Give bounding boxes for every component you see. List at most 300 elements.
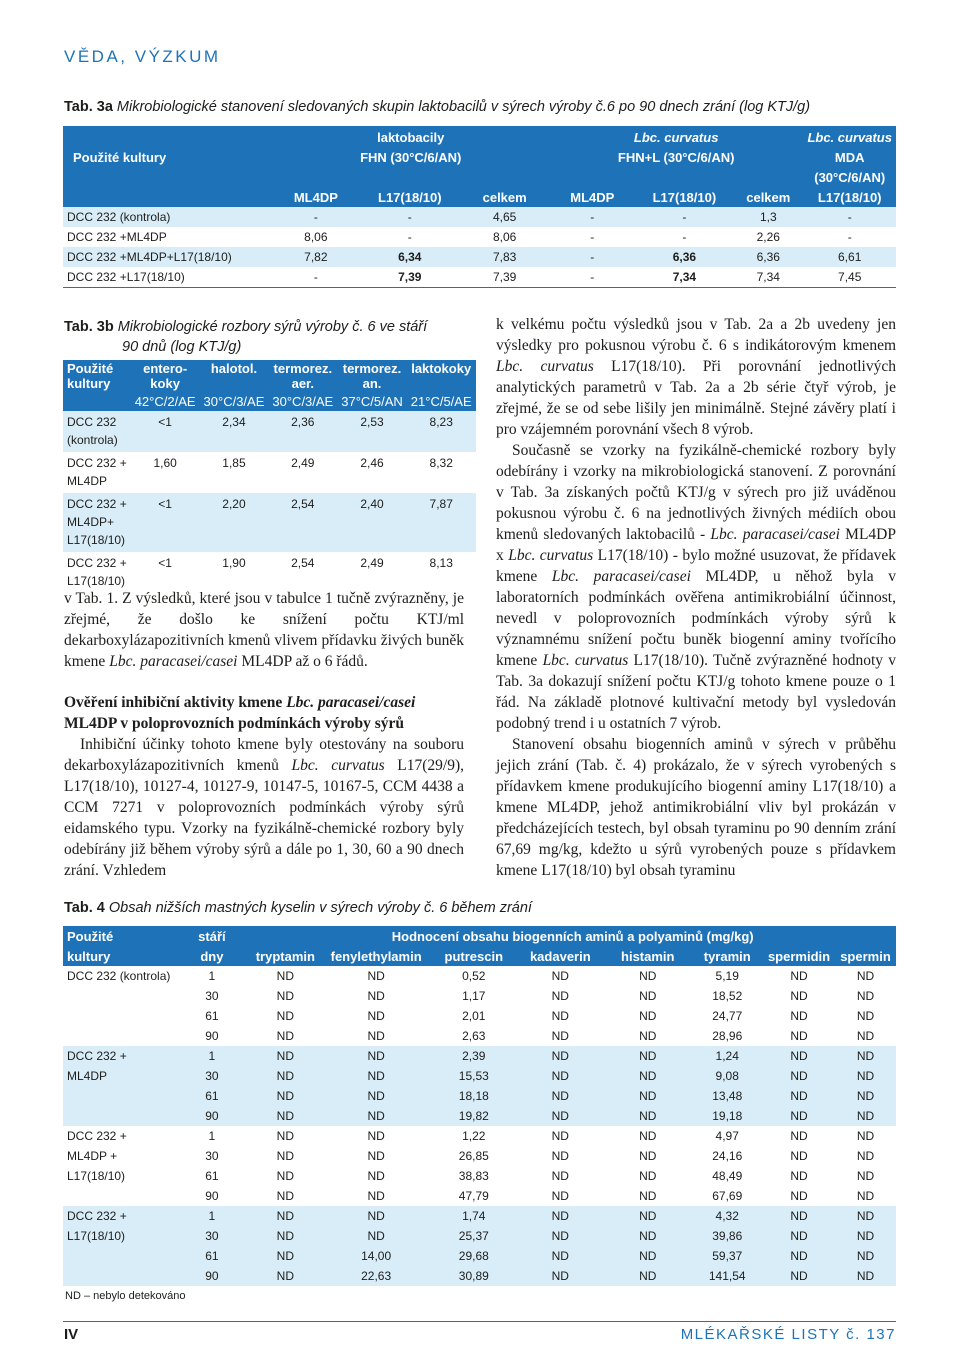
t4-h-group: Hodnocení obsahu biogenních aminů a polyaminů (mg/kg) [391, 928, 754, 944]
table-row [63, 207, 896, 227]
row-label-line: L17(18/10) [67, 533, 126, 547]
row-label: L17(18/10) [67, 1229, 126, 1243]
table-cell: 67,69 [712, 1189, 743, 1203]
row-label-line: ML4DP+ [67, 515, 115, 529]
table-row [63, 1126, 896, 1146]
t4-col: putrescin [444, 948, 504, 964]
table-cell: ND [276, 1249, 295, 1263]
table-cell: ND [639, 1229, 657, 1243]
table-cell: 7,83 [492, 250, 517, 264]
t3a-col: celkem [746, 189, 791, 205]
t3b-h-l3: 30°C/3/AE [272, 393, 334, 409]
t3a-h-group3-sub2: (30°C/6/AN) [814, 169, 886, 185]
table-cell: ND [551, 1029, 569, 1043]
t3a-col: celkem [482, 189, 527, 205]
table-cell: ND [276, 989, 295, 1003]
right-paragraph-1: k velkému počtu výsledků jsou v Tab. 2a a 2b uvedeny jen výsledky pro pokusnou výrobu č. 6 s indikátorovým kmenem Lbc. curvatus L17(18/10). Při porovnání jednotlivých analytických parametrů v Tab. 2a a 2b série čtyř výrob, je zřejmé, že se od sebe lišily jen minimálně. Stejné závěry platí i pro vzájemném porovnání všech 8 výrob. [496, 316, 896, 438]
tab4-caption [64, 900, 532, 916]
row-label [63, 452, 131, 493]
t3b-h-l2: koky [150, 376, 180, 391]
table-row [63, 1246, 896, 1266]
table-cell: ND [367, 1189, 385, 1203]
row-label-line: DCC 232 [67, 415, 117, 429]
table-cell: 1,85 [222, 456, 246, 470]
table-cell: ND [367, 969, 385, 983]
row-label: DCC 232 +ML4DP+L17(18/10) [67, 250, 232, 264]
table-cell: ND [276, 1229, 295, 1243]
table-cell: ND [639, 1189, 657, 1203]
row-label [63, 1086, 174, 1106]
table-cell: <1 [158, 497, 172, 511]
right-paragraph-3: Stanovení obsahu biogenních aminů v sýrech v průběhu jejich zrání (Tab. č. 4) prokázalo, že v sýrech vyrobených s přídavkem kmene produkujícího biogenní aminy L17(18/10) a kmene ML4DP, jehož antimikrobiální vliv byl prokázán v předcházejících testech, byl obsah tyraminu po 90 denním zrání 67,69 mg/kg, kdežto u sýrů vyrobených pouze s přídavkem kmene L17(18/10) byl obsah tyraminu [496, 736, 896, 879]
t3a-h-group2-sub: FHN+L (30°C/6/AN) [617, 149, 735, 165]
table-cell: ND [276, 1069, 295, 1083]
table-cell: ND [276, 1009, 295, 1023]
table-cell: 4,65 [492, 210, 517, 224]
t3b-h-l1: entero- [143, 360, 188, 376]
t4-h-age-2: dny [200, 948, 224, 964]
table-row [63, 1226, 896, 1246]
table-cell: - [847, 210, 852, 224]
table-cell: ND [790, 1029, 808, 1043]
table-cell: ND [639, 1069, 657, 1083]
table-cell: 48,49 [712, 1169, 743, 1183]
t3a-col: L17(18/10) [378, 189, 442, 205]
table-cell: 6,36 [672, 250, 697, 264]
table-cell: ND [790, 1269, 808, 1283]
table-cell: ND [790, 989, 808, 1003]
row-label-line: DCC 232 + [67, 497, 127, 511]
table-cell: ND [856, 1169, 875, 1183]
table-cell: 24,16 [712, 1149, 743, 1163]
table-cell: ND [276, 1049, 295, 1063]
table-cell: ND [367, 1009, 385, 1023]
table-cell: ND [367, 989, 385, 1003]
table-row [63, 493, 476, 552]
table-cell: ND [856, 1069, 875, 1083]
t3a-h-group3-sub: MDA [834, 149, 865, 165]
age-cell: 90 [205, 1269, 219, 1283]
age-cell: 90 [205, 1029, 219, 1043]
table-cell: 39,86 [712, 1229, 743, 1243]
age-cell: 1 [208, 1129, 216, 1143]
journal-title: MLÉKAŘSKÉ LISTY č. 137 [680, 1326, 896, 1343]
table-row [63, 411, 476, 452]
tab4-label: Tab. 4 [64, 900, 105, 916]
t3b-h-l2: an. [362, 376, 382, 391]
t3a-col: ML4DP [293, 189, 338, 205]
table-cell: 7,87 [429, 497, 453, 511]
t3a-h-group2: Lbc. curvatus [633, 129, 719, 145]
table-cell: - [590, 250, 595, 264]
table-cell: ND [551, 1149, 569, 1163]
age-cell: 61 [205, 1009, 219, 1023]
table-cell: ND [367, 1089, 385, 1103]
row-label [63, 1266, 174, 1286]
table-cell: ND [856, 1089, 875, 1103]
table-cell: ND [856, 1009, 875, 1023]
table-cell: 1,60 [153, 456, 177, 470]
table-cell: 0,52 [462, 969, 486, 983]
table-cell: ND [367, 1109, 385, 1123]
t4-h-age-1: stáří [198, 928, 226, 944]
row-label [63, 1246, 174, 1266]
table-cell: ND [639, 969, 657, 983]
table-row [63, 1106, 896, 1126]
table-cell: ND [856, 969, 875, 983]
table-cell: 1,17 [462, 989, 486, 1003]
t3b-h-l1: termorez. [342, 360, 402, 376]
table-cell: 38,83 [458, 1169, 489, 1183]
table-cell: 1,3 [759, 210, 777, 224]
tab3b-caption-line2: 90 dnů (log KTJ/g) [122, 339, 242, 355]
table-cell: ND [367, 1129, 385, 1143]
table-cell: ND [551, 1269, 569, 1283]
table-cell: ND [790, 969, 808, 983]
table-cell: ND [551, 1009, 569, 1023]
table-cell: 19,82 [458, 1109, 489, 1123]
row-label: DCC 232 + [67, 1209, 127, 1223]
section-title: VĚDA, VÝZKUM [64, 47, 221, 66]
table-cell: 18,52 [712, 989, 743, 1003]
table-row [63, 247, 896, 267]
table-cell: ND [367, 1029, 385, 1043]
table-row [63, 552, 476, 593]
table-cell: 2,49 [360, 556, 384, 570]
table-row [63, 1026, 896, 1046]
t3b-h-l3: 42°C/2/AE [134, 393, 196, 409]
table-row [63, 1266, 896, 1286]
t3b-h-l1: halotol. [210, 360, 258, 376]
t3a-h-group1-sub: FHN (30°C/6/AN) [360, 149, 462, 165]
page-number: IV [64, 1326, 79, 1343]
table-cell: ND [551, 1189, 569, 1203]
table-cell: 2,40 [360, 497, 384, 511]
table-row [63, 1066, 896, 1086]
table-cell: 14,00 [361, 1249, 392, 1263]
t3a-h-cultures [63, 127, 273, 148]
row-label: L17(18/10) [67, 1169, 126, 1183]
table-cell: 26,85 [458, 1149, 489, 1163]
table-cell: 1,24 [715, 1049, 739, 1063]
table-cell: ND [367, 1149, 385, 1163]
table-cell: ND [639, 1009, 657, 1023]
table-cell: ND [276, 1269, 295, 1283]
t4-col: spermidin [767, 948, 831, 964]
t3b-h-l3: 30°C/3/AE [203, 393, 265, 409]
age-cell: 61 [205, 1169, 219, 1183]
table-cell: ND [639, 1269, 657, 1283]
table-cell: 1,22 [462, 1129, 486, 1143]
table-cell: 2,53 [360, 415, 384, 429]
table-cell: 8,06 [492, 230, 517, 244]
table-cell: 2,54 [291, 556, 315, 570]
table-cell: 9,08 [715, 1069, 739, 1083]
t4-col: spermin [840, 948, 891, 964]
table-cell: ND [856, 1209, 875, 1223]
table-cell: ND [551, 1229, 569, 1243]
table-cell: ND [276, 1209, 295, 1223]
t3b-h-l1: laktokoky [411, 360, 472, 376]
table-cell: - [313, 210, 318, 224]
table-row [63, 1086, 896, 1106]
table-row [63, 452, 476, 493]
row-label [63, 986, 174, 1006]
table-cell: - [407, 210, 412, 224]
table-cell: ND [790, 1249, 808, 1263]
table-cell: ND [639, 1169, 657, 1183]
table-cell: 2,46 [360, 456, 384, 470]
row-label [63, 1006, 174, 1026]
table-cell: ND [551, 989, 569, 1003]
tab3a-caption [64, 99, 810, 115]
age-cell: 90 [205, 1189, 219, 1203]
table-cell: 2,49 [291, 456, 315, 470]
table-cell: ND [856, 989, 875, 1003]
t4-col: fenylethylamin [330, 948, 422, 964]
table-cell: 8,32 [429, 456, 453, 470]
table-cell: 7,34 [672, 270, 697, 284]
age-cell: 1 [208, 1049, 216, 1063]
table-cell: ND [367, 1229, 385, 1243]
age-cell: 1 [208, 1209, 216, 1223]
t3a-col: L17(18/10) [817, 189, 882, 205]
table-cell: 5,19 [715, 969, 739, 983]
section-heading: Ověření inhibiční aktivity kmene Lbc. paracasei/casei ML4DP v poloprovozních podmínkách výroby sýrů [64, 694, 416, 732]
t3a-col: L17(18/10) [652, 189, 717, 205]
table-cell: ND [276, 1129, 295, 1143]
table-cell: 8,13 [429, 556, 453, 570]
row-label [63, 1106, 174, 1126]
row-label: DCC 232 +ML4DP [67, 230, 167, 244]
table-cell: ND [551, 1249, 569, 1263]
table-cell: - [682, 210, 687, 224]
table-cell: ND [551, 1049, 569, 1063]
t3b-h-l2 [407, 376, 476, 391]
table-cell: ND [639, 1209, 657, 1223]
table-cell: ND [790, 1169, 808, 1183]
table-cell: ND [790, 1189, 808, 1203]
table-row [63, 986, 896, 1006]
table-row [63, 1206, 896, 1226]
t3a-col: ML4DP [570, 189, 615, 205]
table-row [63, 1046, 896, 1066]
table-cell: ND [551, 1109, 569, 1123]
table-cell: ND [551, 1169, 569, 1183]
table-cell: ND [856, 1149, 875, 1163]
row-label [63, 552, 131, 593]
table-cell: ND [551, 1129, 569, 1143]
table-row [63, 1146, 896, 1166]
table-cell: - [847, 230, 852, 244]
table-cell: - [590, 210, 595, 224]
table-cell: ND [639, 1029, 657, 1043]
table-cell: 13,48 [712, 1089, 743, 1103]
table-cell: 25,37 [458, 1229, 489, 1243]
t4-h-cultures-1: Použité [67, 928, 114, 944]
table-cell: ND [276, 1149, 295, 1163]
age-cell: 1 [208, 969, 216, 983]
table-cell: 7,39 [492, 270, 517, 284]
row-label-line: (kontrola) [67, 433, 118, 447]
table-cell: <1 [158, 556, 172, 570]
row-label-line: DCC 232 + [67, 556, 127, 570]
t4-h-cultures-2: kultury [67, 948, 111, 964]
table-cell: ND [276, 1169, 295, 1183]
t3b-h-l2 [200, 376, 269, 391]
table-cell: 6,36 [756, 250, 780, 264]
table-cell: 59,37 [712, 1249, 743, 1263]
table-3b [63, 360, 476, 593]
tab3a-label: Tab. 3a [64, 99, 113, 115]
table-4 [63, 926, 896, 1286]
table-cell: 2,39 [462, 1049, 486, 1063]
tab3a-caption-text: Mikrobiologické stanovení sledovaných skupin laktobacilů v sýrech výroby č.6 po 90 dnech zrání (log KTJ/g) [112, 99, 811, 115]
table-cell: 22,63 [361, 1269, 392, 1283]
row-label: ML4DP [67, 1069, 108, 1083]
table-cell: ND [639, 989, 657, 1003]
table-cell: 2,36 [291, 415, 315, 429]
age-cell: 61 [205, 1089, 219, 1103]
table-cell: ND [551, 1069, 569, 1083]
table-cell: - [313, 270, 318, 284]
table-cell: - [682, 230, 687, 244]
table-cell: ND [367, 1169, 385, 1183]
table-cell: 30,89 [458, 1269, 489, 1283]
table-cell: ND [790, 1229, 808, 1243]
table-cell: ND [367, 1209, 385, 1223]
t3b-h-l1: termorez. [273, 360, 333, 376]
table-cell: <1 [158, 415, 172, 429]
table-cell: 1,74 [462, 1209, 486, 1223]
table-cell: ND [639, 1049, 657, 1063]
age-cell: 30 [205, 989, 219, 1003]
table-row [63, 1166, 896, 1186]
table-cell: 4,97 [715, 1129, 739, 1143]
right-paragraph-2: Současně se vzorky na fyzikálně-chemické rozbory byly odebírány i vzorky na mikrobiologická stanovení. Z porovnání v Tab. 3a získaných počtů KTJ/g v sýrech pro již uváděnou pokusnou výrobu č. 6 na jednotlivých živných médiích obou kmenů sledovaných laktobacilů - Lbc. paracasei/casei ML4DP x Lbc. curvatus L17(18/10) - bylo možné usuzovat, že přídavek kmene Lbc. paracasei/casei ML4DP, u něhož byla v laboratorních podmínkách ověřena antimikrobiální účinnost, nevedl v poloprovozních podmínkách výroby sýrů k významnému snížení počtu buněk biogenní aminy tvořícího kmene Lbc. curvatus L17(18/10). Tučně zvýrazněné hodnoty v Tab. 3a dokazují snížení počtu KTJ/g tohoto kmene pouze o 1 řád. Na základě plotnové kultivační metody byl vysledován podobný trend i u ostatních 7 výrob. [496, 442, 896, 732]
table-row [63, 227, 896, 247]
tab4-caption-text: Obsah nižších mastných kyselin v sýrech výroby č. 6 během zrání [104, 900, 532, 916]
age-cell: 90 [205, 1109, 219, 1123]
table-cell: ND [790, 1049, 808, 1063]
table-cell: ND [790, 1129, 808, 1143]
table-row [63, 966, 896, 986]
table-cell: 6,61 [838, 250, 862, 264]
table-cell: 24,77 [712, 1009, 743, 1023]
table-row [63, 267, 896, 288]
t3a-h-group3: Lbc. curvatus [807, 129, 892, 145]
tab3b-caption-line1: Mikrobiologické rozbory sýrů výroby č. 6 ve stáří [113, 319, 428, 335]
table-cell: 1,90 [222, 556, 246, 570]
table-cell: ND [790, 1109, 808, 1123]
table-cell: 2,26 [756, 230, 780, 244]
table-4-note: ND – nebylo detekováno [65, 1290, 186, 1302]
table-cell: 2,63 [462, 1029, 486, 1043]
table-cell: ND [551, 1209, 569, 1223]
t3b-h-l3: 21°C/5/AE [410, 393, 472, 409]
right-column-text [496, 314, 896, 881]
row-label [63, 493, 131, 552]
t4-col: tryptamin [255, 948, 315, 964]
table-cell: ND [551, 1089, 569, 1103]
table-cell: ND [639, 1249, 657, 1263]
table-cell: ND [790, 1209, 808, 1223]
table-cell: - [590, 270, 595, 284]
age-cell: 30 [205, 1149, 219, 1163]
table-cell: 18,18 [458, 1089, 489, 1103]
table-cell: ND [856, 1129, 875, 1143]
table-cell: 2,20 [222, 497, 246, 511]
table-cell: ND [367, 1069, 385, 1083]
footer-rule [63, 1321, 896, 1322]
table-cell: 28,96 [712, 1029, 743, 1043]
table-cell: ND [856, 1109, 875, 1123]
tab3b-label: Tab. 3b [64, 319, 114, 335]
table-cell: 7,39 [398, 270, 422, 284]
row-label: DCC 232 (kontrola) [67, 969, 171, 983]
left-paragraph-1: v Tab. 1. Z výsledků, které jsou v tabulce 1 tučně zvýrazněny, je zřejmé, že došlo ke snížení počtu KTJ/ml dekarboxylázapozitivních kmenů vlivem přídavku živých buněk kmene Lbc. paracasei/casei ML4DP až o 6 řádů. [64, 590, 464, 670]
table-cell: 2,01 [462, 1009, 486, 1023]
row-label-line: ML4DP [67, 474, 108, 488]
table-cell: ND [856, 1249, 875, 1263]
table-cell: ND [639, 1129, 657, 1143]
table-cell: 29,68 [458, 1249, 489, 1263]
age-cell: 30 [205, 1229, 219, 1243]
table-cell: ND [790, 1089, 808, 1103]
table-cell: ND [639, 1089, 657, 1103]
row-label: DCC 232 + [67, 1129, 127, 1143]
left-paragraph-2: Inhibiční účinky tohoto kmene byly otestovány na souboru dekarboxylázapozitivních kmenů Lbc. curvatus L17(29/9), L17(18/10), 10127-4, 10127-9, 10147-5, 10167-5, CCM 4438 a CCM 7271 v poloprovozních podmínkách výroby sýrů eidamského typu. Vzorky na fyzikálně-chemické rozbory byly odebírány již během výroby sýrů a dále po 1, 30, 60 a 90 dnech zrání. Vzhledem [64, 736, 464, 879]
table-cell: 141,54 [708, 1269, 746, 1283]
table-cell: ND [639, 1149, 657, 1163]
table-cell: ND [367, 1049, 385, 1063]
table-cell: ND [856, 1269, 875, 1283]
table-cell: ND [856, 1229, 875, 1243]
t4-col: kadaverin [529, 948, 591, 964]
table-cell: ND [790, 1009, 808, 1023]
tab3b-caption [64, 317, 427, 357]
row-label-line: L17(18/10) [67, 574, 126, 588]
table-cell: 15,53 [458, 1069, 489, 1083]
table-3a [63, 126, 896, 288]
row-label: DCC 232 + [67, 1049, 127, 1063]
t3b-h-l3: 37°C/5/AN [341, 393, 403, 409]
table-cell: ND [551, 969, 569, 983]
table-cell: 4,32 [715, 1209, 739, 1223]
table-cell: ND [276, 1109, 295, 1123]
table-cell: ND [790, 1069, 808, 1083]
table-cell: 8,06 [304, 230, 328, 244]
table-row [63, 1006, 896, 1026]
table-cell: 7,82 [304, 250, 328, 264]
t3b-h-cultures-2: kultury [67, 376, 111, 391]
table-row [63, 1186, 896, 1206]
table-cell: ND [639, 1109, 657, 1123]
row-label [63, 411, 131, 452]
age-cell: 61 [205, 1249, 219, 1263]
left-column-text [64, 588, 464, 881]
t3a-h-cultures-label: Použité kultury [73, 149, 167, 165]
table-cell: - [590, 230, 595, 244]
table-cell: - [407, 230, 412, 244]
row-label [63, 1026, 174, 1046]
table-cell: ND [276, 1029, 295, 1043]
table-cell: ND [790, 1149, 808, 1163]
table-cell: ND [276, 1189, 295, 1203]
row-label [63, 1186, 174, 1206]
table-cell: ND [856, 1049, 875, 1063]
t3a-h-group1: laktobacily [377, 129, 445, 145]
